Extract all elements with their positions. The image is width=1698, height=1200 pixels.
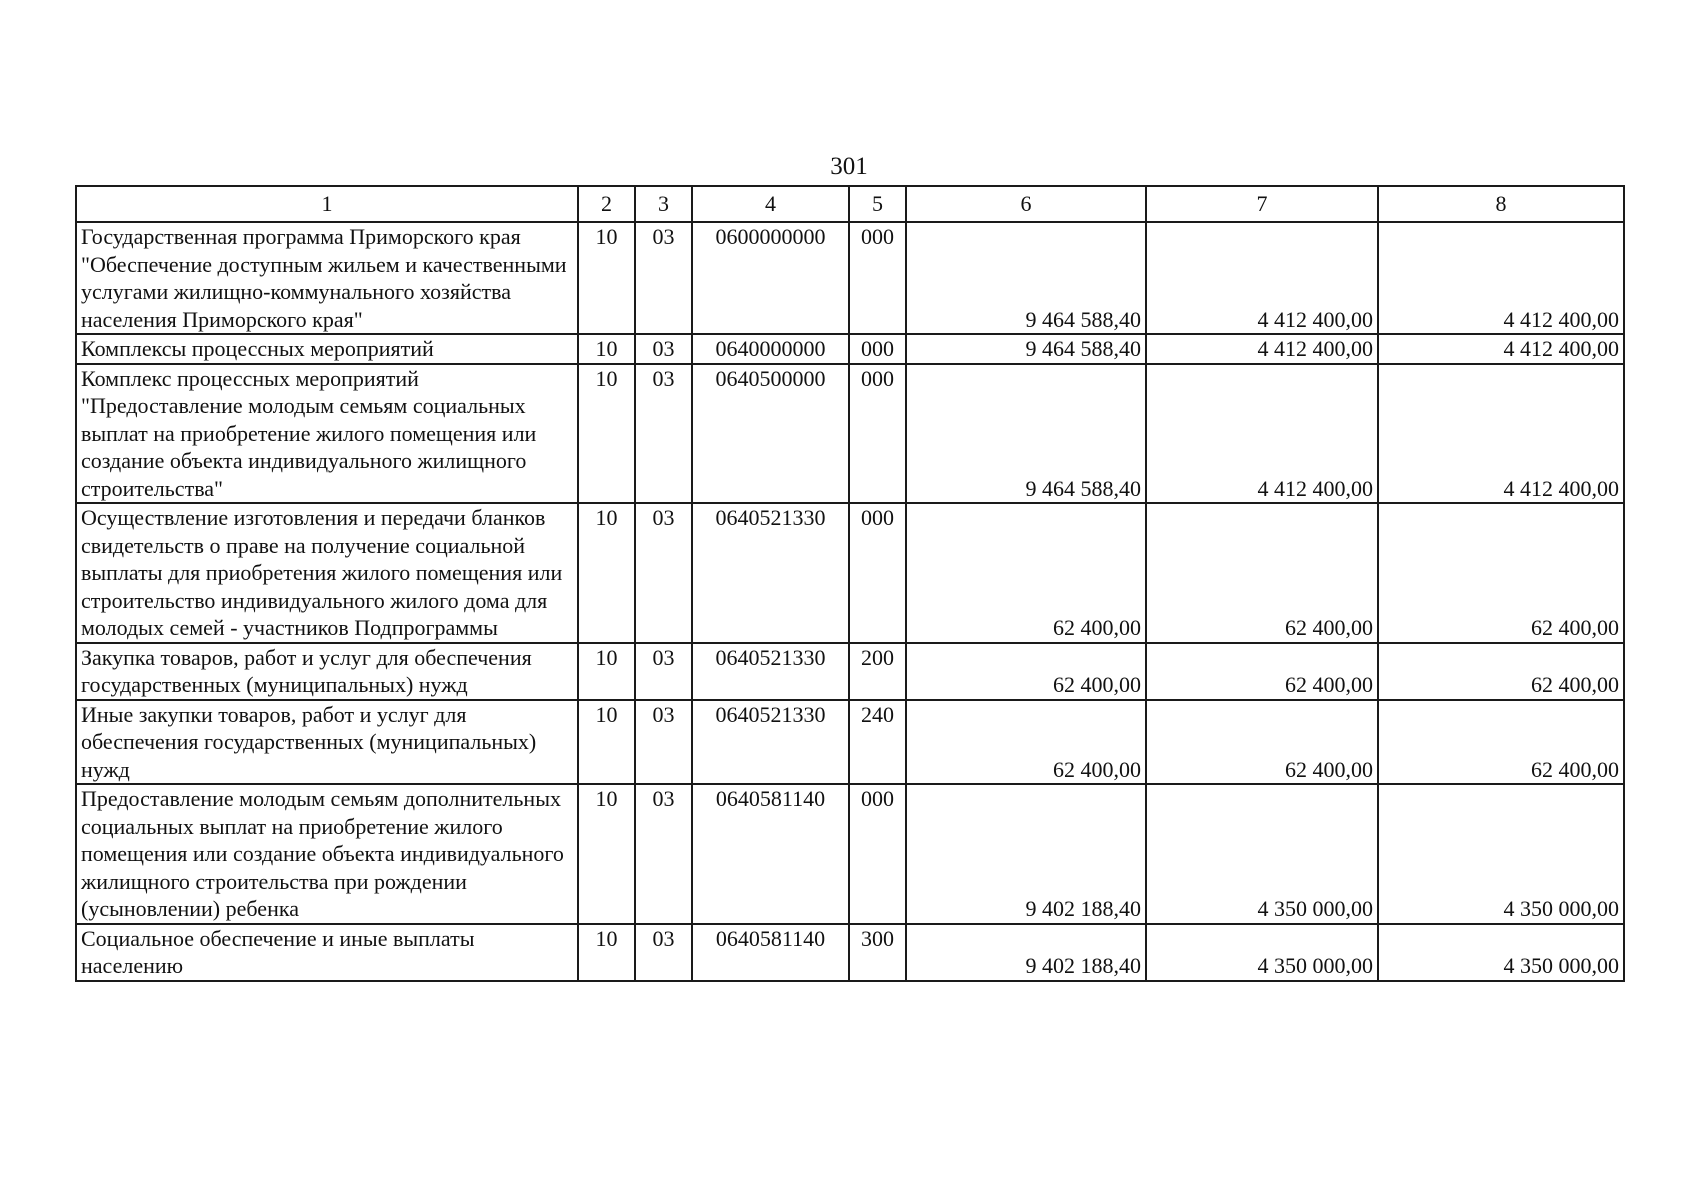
row-amount-col6: 62 400,00 <box>906 503 1146 643</box>
row-type-code: 200 <box>849 643 906 700</box>
column-number-row <box>76 186 1624 222</box>
row-amount-col7: 62 400,00 <box>1146 503 1378 643</box>
row-name: Комплексы процессных мероприятий <box>76 334 578 364</box>
row-amount-col6: 62 400,00 <box>906 643 1146 700</box>
row-target-code: 0640521330 <box>692 700 849 785</box>
row-type-code: 000 <box>849 364 906 504</box>
row-name: Предоставление молодым семьям дополнительных социальных выплат на приобретение жилого помещения или создание объекта индивидуального жилищного строительства при рождении (усыновлении) ребенка <box>76 784 578 924</box>
row-name: Осуществление изготовления и передачи бланков свидетельств о праве на получение социальной выплаты для приобретения жилого помещения или строительство индивидуального жилого дома для молодых семей - участников Подпрограммы <box>76 503 578 643</box>
row-amount-col7: 62 400,00 <box>1146 643 1378 700</box>
row-section: 10 <box>578 924 635 981</box>
row-amount-col8: 4 412 400,00 <box>1378 334 1624 364</box>
row-section: 10 <box>578 222 635 334</box>
row-target-code: 0640500000 <box>692 364 849 504</box>
row-type-code: 000 <box>849 222 906 334</box>
row-name: Закупка товаров, работ и услуг для обеспечения государственных (муниципальных) нужд <box>76 643 578 700</box>
row-amount-col8: 4 350 000,00 <box>1378 924 1624 981</box>
row-amount-col8: 4 412 400,00 <box>1378 364 1624 504</box>
row-type-code: 000 <box>849 334 906 364</box>
row-amount-col7: 4 412 400,00 <box>1146 222 1378 334</box>
row-target-code: 0640581140 <box>692 784 849 924</box>
row-subsection: 03 <box>635 364 692 504</box>
column-header: 6 <box>906 186 1146 222</box>
row-name: Комплекс процессных мероприятий "Предоставление молодым семьям социальных выплат на приобретение жилого помещения или создание объекта индивидуального жилищного строительства" <box>76 364 578 504</box>
row-target-code: 0640521330 <box>692 503 849 643</box>
row-type-code: 000 <box>849 784 906 924</box>
row-subsection: 03 <box>635 700 692 785</box>
row-section: 10 <box>578 643 635 700</box>
budget-table <box>75 185 1625 982</box>
row-amount-col6: 9 402 188,40 <box>906 924 1146 981</box>
row-target-code: 0640521330 <box>692 643 849 700</box>
row-amount-col7: 4 412 400,00 <box>1146 334 1378 364</box>
table-row <box>76 784 1624 924</box>
row-amount-col6: 9 464 588,40 <box>906 334 1146 364</box>
column-header: 5 <box>849 186 906 222</box>
row-name: Иные закупки товаров, работ и услуг для обеспечения государственных (муниципальных) нужд <box>76 700 578 785</box>
row-subsection: 03 <box>635 222 692 334</box>
row-subsection: 03 <box>635 503 692 643</box>
table-row <box>76 700 1624 785</box>
row-section: 10 <box>578 503 635 643</box>
table-row <box>76 334 1624 364</box>
table-row <box>76 364 1624 504</box>
table-row <box>76 924 1624 981</box>
row-amount-col8: 62 400,00 <box>1378 643 1624 700</box>
column-header: 8 <box>1378 186 1624 222</box>
row-target-code: 0600000000 <box>692 222 849 334</box>
column-header: 7 <box>1146 186 1378 222</box>
row-section: 10 <box>578 784 635 924</box>
table-row <box>76 222 1624 334</box>
row-amount-col8: 4 412 400,00 <box>1378 222 1624 334</box>
table-row <box>76 503 1624 643</box>
row-amount-col7: 4 350 000,00 <box>1146 924 1378 981</box>
row-subsection: 03 <box>635 643 692 700</box>
column-header: 2 <box>578 186 635 222</box>
row-type-code: 240 <box>849 700 906 785</box>
column-header: 4 <box>692 186 849 222</box>
row-type-code: 300 <box>849 924 906 981</box>
row-subsection: 03 <box>635 334 692 364</box>
column-header: 1 <box>76 186 578 222</box>
row-amount-col6: 9 464 588,40 <box>906 364 1146 504</box>
row-subsection: 03 <box>635 924 692 981</box>
row-section: 10 <box>578 364 635 504</box>
column-header: 3 <box>635 186 692 222</box>
row-subsection: 03 <box>635 784 692 924</box>
row-type-code: 000 <box>849 503 906 643</box>
row-amount-col7: 62 400,00 <box>1146 700 1378 785</box>
row-amount-col6: 9 464 588,40 <box>906 222 1146 334</box>
row-amount-col7: 4 350 000,00 <box>1146 784 1378 924</box>
row-name: Социальное обеспечение и иные выплаты населению <box>76 924 578 981</box>
row-target-code: 0640000000 <box>692 334 849 364</box>
row-section: 10 <box>578 700 635 785</box>
row-section: 10 <box>578 334 635 364</box>
row-amount-col8: 4 350 000,00 <box>1378 784 1624 924</box>
row-target-code: 0640581140 <box>692 924 849 981</box>
row-name: Государственная программа Приморского края "Обеспечение доступным жильем и качественными услугами жилищно-коммунального хозяйства населения Приморского края" <box>76 222 578 334</box>
row-amount-col8: 62 400,00 <box>1378 503 1624 643</box>
row-amount-col6: 62 400,00 <box>906 700 1146 785</box>
row-amount-col6: 9 402 188,40 <box>906 784 1146 924</box>
table-row <box>76 643 1624 700</box>
row-amount-col7: 4 412 400,00 <box>1146 364 1378 504</box>
row-amount-col8: 62 400,00 <box>1378 700 1624 785</box>
page-number: 301 <box>830 153 868 180</box>
